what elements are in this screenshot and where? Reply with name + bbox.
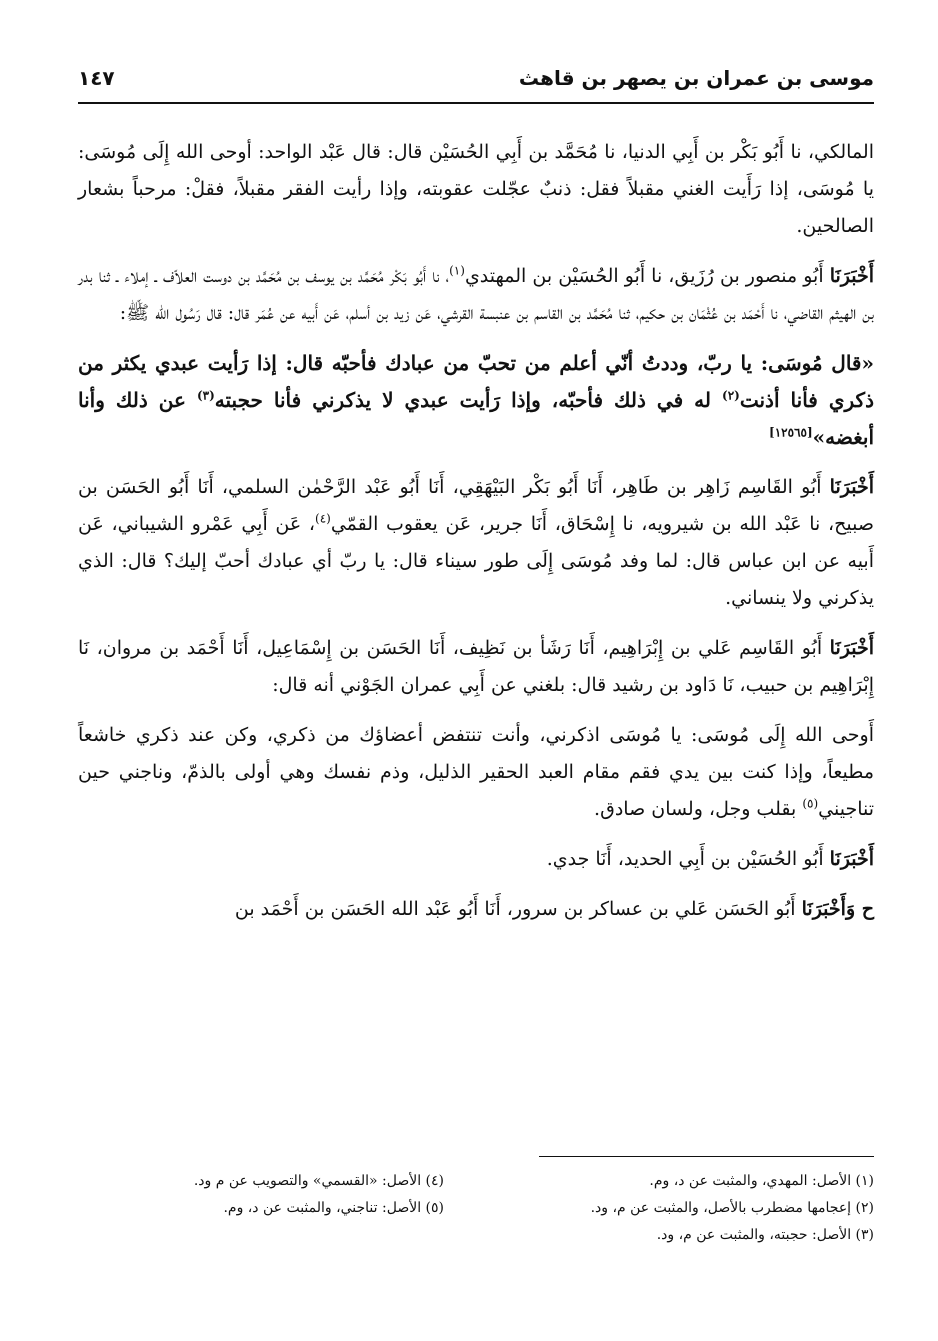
- paragraph-text: أَبُو الحُسَيْن بن أَبِي الحديد، أَنَا جدي.: [546, 848, 830, 870]
- paragraph-text: أَبُو الحَسَن عَلي بن عساكر بن سرور، أَنَا أَبُو عَبْد الله الحَسَن بن أَحْمَد بن: [234, 898, 802, 920]
- footnote-ref-2[interactable]: (٢): [722, 388, 740, 403]
- page-number: ١٤٧: [78, 66, 115, 90]
- book-page: [78, 62, 874, 1312]
- running-title: موسى بن عمران بن يصهر بن قاهث: [518, 66, 874, 90]
- paragraph-8: [78, 891, 874, 928]
- paragraph-text: أَبُو القَاسِم عَلي بن إِبْرَاهِيم، أَنَا رَشَأ بن نَظِيف، أَنَا الحَسَن بن إِسْمَاعِيل، أَنَا أَحْمَد بن مروان، نَا إِبْرَاهِيم بن حبيب، نَا دَاود بن رشيد قال: بلغني عن أَبِي عمران الجَوْني أنه قال:: [78, 637, 874, 696]
- paragraph-text: ، نا أَبُو بَكْر مُحَمَّد بن يوسف بن مُحَمَّد بن دوست العلاّف ـ إملاء ـ ثنا بدر بن الهيثم القاضي، نا أَحْمَد بن عُثْمَان بن حكيم، ثنا مُحَمَّد بن القاسم بن عنبسة القرشي، عَن زيد بن أسلم، عَن أَبيه عن عُمَر قال: قال رَسُول الله ﷺ:: [78, 265, 874, 324]
- paragraph-7: [78, 841, 874, 878]
- paragraph-text: بقلب وجل، ولسان صادق.: [594, 798, 803, 820]
- footnotes-column-left: [78, 1168, 444, 1222]
- footnote-ref-3[interactable]: (٣): [196, 388, 215, 403]
- paragraph-text: «قال مُوسَى: يا ربّ، وددتُ أنّي أعلم من تحبّ من عبادك فأحبّه قال: إذا رَأيت عبدي يكثر من ذكري فأنا أذنت: [78, 351, 874, 412]
- page-header: [78, 62, 874, 102]
- isnad-lead: أَخْبَرَنَا: [829, 637, 874, 659]
- paragraph-text: عن ذلك وأنا أبغضه»: [78, 388, 874, 449]
- footnote-ref-1[interactable]: (١): [449, 263, 465, 278]
- isnad-lead: أَخْبَرَنَا: [829, 476, 874, 498]
- footnote-5: (٥) الأصل: تناجني، والمثبت عن د، وم.: [223, 1200, 444, 1216]
- paragraph-text: المالكي، نا أَبُو بَكْر بن أَبِي الدنيا، نا مُحَمَّد بن أَبِي الحُسَيْن قال: قال عَبْد الواحد: أوحى الله إِلَى مُوسَى: يا مُوسَى، إذا رَأَيت الغني مقبلاً فقل: ذنبٌ عجّلت عقوبته، وإذا رأيت الفقر مقبلاً، فقلْ: مرحباً بشعار الصالحين.: [78, 141, 874, 237]
- paragraph-text: أَوحى الله إِلَى مُوسَى: يا مُوسَى اذكرني، وأنت تنتفض أعضاؤك من ذكري، وكن عند ذكري خاشعاً مطيعاً، وإذا كنت بين يدي فقم مقام العبد الحقير الذليل، وذم نفسك وهي أولى بالذمّ، وناجني حين تناجيني: [78, 724, 874, 820]
- footnote-ref-4[interactable]: (٤): [315, 511, 331, 526]
- paragraph-text: ، عَن أَبِي عَمْرو الشيباني، عَن أَبيه عن ابن عباس قال: لما وفد مُوسَى إِلَى طور سيناء قال: يا ربّ أي عبادك أحبّ إليك؟ قال: الذي يذكرني ولا ينساني.: [78, 513, 874, 609]
- main-text: [78, 134, 874, 941]
- header-rule: [78, 102, 874, 104]
- footnote-ref-5[interactable]: (٥): [802, 796, 819, 811]
- paragraph-2: [78, 258, 874, 332]
- paragraph-6: [78, 717, 874, 828]
- paragraph-4: [78, 469, 874, 617]
- isnad-lead: ح وَأَخْبَرَنَا: [801, 898, 874, 920]
- hadith-number: [١٢٥٦٥]: [769, 425, 813, 440]
- footnote-separator: [539, 1156, 874, 1157]
- footnotes-column-right: [464, 1168, 874, 1249]
- isnad-lead: أَخْبَرَنَا: [829, 265, 875, 287]
- hadith-text: [78, 345, 874, 456]
- footnote-3: (٣) الأصل: حجبته، والمثبت عن م، ود.: [656, 1227, 874, 1243]
- paragraph-text: أَبُو القَاسِم زَاهِر بن طَاهِر، أَنَا أَبُو بَكْر البَيْهَقِي، أَنَا أَبُو عَبْد الرَّحْمٰن السلمي، أَنَا أَبُو الحَسَن بن صبيح، نا عَبْد الله بن شيرويه، نا إِسْحَاق، أَنَا جرير، عَن يعقوب القمّي: [78, 476, 874, 535]
- paragraph-text: له في ذلك فأحبّه، وإذا رَأيت عبدي لا يذكرني فأنا حجبته: [214, 388, 723, 412]
- isnad-lead: أَخْبَرَنَا: [829, 848, 874, 870]
- paragraph-1: [78, 134, 874, 245]
- footnote-1: (١) الأصل: المهدي، والمثبت عن د، وم.: [649, 1173, 874, 1189]
- paragraph-5: [78, 630, 874, 704]
- footnote-4: (٤) الأصل: «القسمي» والتصويب عن م ود.: [193, 1173, 444, 1189]
- footnote-2: (٢) إعجامها مضطرب بالأصل، والمثبت عن م، ود.: [590, 1200, 874, 1216]
- paragraph-text: أَبُو منصور بن رُزَيق، نا أَبُو الحُسَيْن بن المهتدي: [464, 265, 830, 287]
